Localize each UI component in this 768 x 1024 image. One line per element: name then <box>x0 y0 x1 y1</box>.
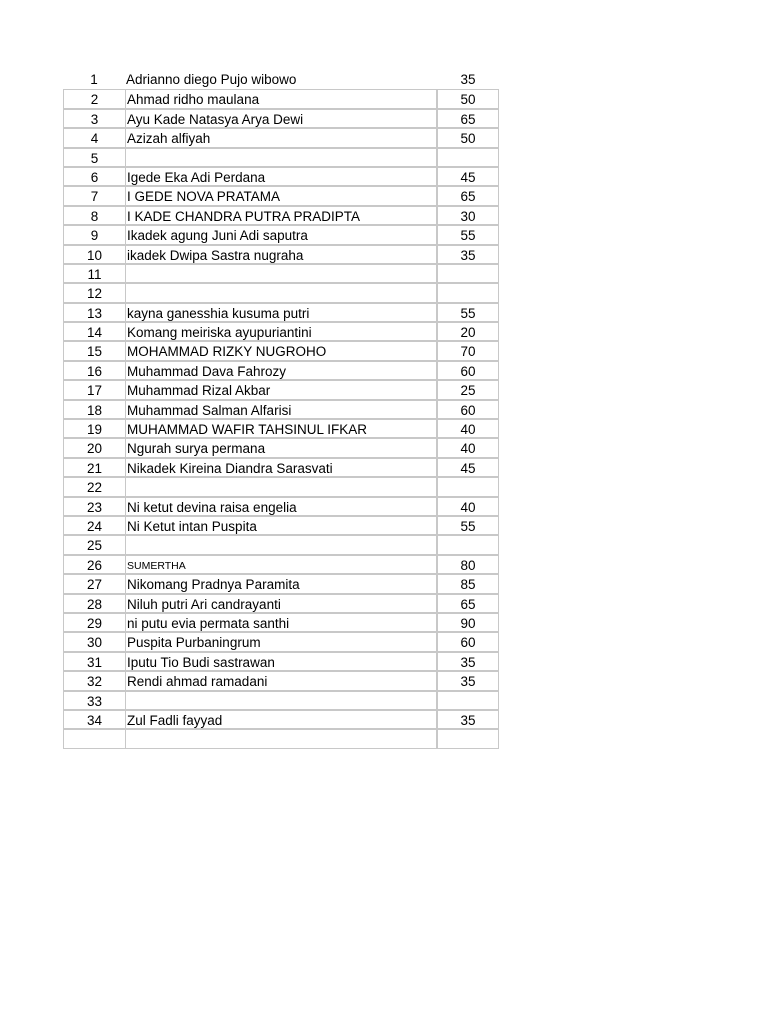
score-cell: 60 <box>437 632 499 651</box>
score-cell: 65 <box>437 594 499 613</box>
score-cell: 85 <box>437 574 499 593</box>
student-name-cell <box>125 555 437 574</box>
student-name-cell <box>125 477 437 496</box>
table-row <box>63 264 499 283</box>
row-number-cell: 29 <box>63 613 125 632</box>
table-row <box>63 400 499 419</box>
student-name-cell <box>125 691 437 710</box>
score-cell: 55 <box>437 303 499 322</box>
table-row <box>63 632 499 651</box>
row-number-cell: 9 <box>63 225 125 244</box>
table-row <box>63 477 499 496</box>
row-number-cell: 11 <box>63 264 125 283</box>
score-cell: 35 <box>437 245 499 264</box>
score-cell: 30 <box>437 206 499 225</box>
row-number-cell: 30 <box>63 632 125 651</box>
student-name-cell: kayna ganesshia kusuma putri <box>125 303 437 322</box>
table-row <box>63 109 499 128</box>
student-name-cell: Muhammad Rizal Akbar <box>125 380 437 399</box>
score-cell: 90 <box>437 613 499 632</box>
table-row <box>63 535 499 554</box>
student-name-cell: Azizah alfiyah <box>125 128 437 147</box>
row-number-cell: 2 <box>63 89 125 108</box>
row-number-cell: 13 <box>63 303 125 322</box>
table-row <box>63 283 499 302</box>
score-cell: 45 <box>437 458 499 477</box>
score-cell: 65 <box>437 186 499 205</box>
score-cell: 25 <box>437 380 499 399</box>
row-number-cell: 3 <box>63 109 125 128</box>
table-row <box>63 245 499 264</box>
score-cell: 80 <box>437 555 499 574</box>
student-name-cell <box>125 264 437 283</box>
row-number-cell: 1 <box>90 72 98 87</box>
row-number-cell: 12 <box>63 283 125 302</box>
student-name-cell: Ni ketut devina raisa engelia <box>125 497 437 516</box>
student-name-cell: Ahmad ridho maulana <box>125 89 437 108</box>
score-cell: 40 <box>437 497 499 516</box>
score-cell: 55 <box>437 225 499 244</box>
table-row <box>63 555 499 574</box>
student-name-cell: Igede Eka Adi Perdana <box>125 167 437 186</box>
row-number-cell: 28 <box>63 594 125 613</box>
student-name-cell: I KADE CHANDRA PUTRA PRADIPTA <box>125 206 437 225</box>
row-number-cell: 5 <box>63 148 125 167</box>
score-cell: 40 <box>437 438 499 457</box>
row-number-cell <box>63 729 125 748</box>
row-number-cell: 22 <box>63 477 125 496</box>
score-cell: 20 <box>437 322 499 341</box>
table-row <box>63 419 499 438</box>
student-name-cell: Muhammad Dava Fahrozy <box>125 361 437 380</box>
table-row <box>63 613 499 632</box>
table-row <box>63 128 499 147</box>
row-number-cell: 4 <box>63 128 125 147</box>
score-cell: 60 <box>437 400 499 419</box>
table-row <box>63 729 499 748</box>
student-name-text: SUMERTHA <box>127 559 186 572</box>
table-row <box>63 70 499 89</box>
student-name-cell <box>125 283 437 302</box>
table-row <box>63 89 499 108</box>
score-cell: 60 <box>437 361 499 380</box>
row-number-cell: 10 <box>63 245 125 264</box>
row-number-cell: 23 <box>63 497 125 516</box>
row-number-cell: 14 <box>63 322 125 341</box>
table-row <box>63 167 499 186</box>
row-number-cell: 25 <box>63 535 125 554</box>
score-cell: 35 <box>460 72 476 87</box>
table-row <box>63 458 499 477</box>
score-cell: 70 <box>437 341 499 360</box>
score-cell <box>437 729 499 748</box>
row-number-cell: 20 <box>63 438 125 457</box>
table-row <box>63 186 499 205</box>
row-number-cell: 21 <box>63 458 125 477</box>
score-cell: 40 <box>437 419 499 438</box>
row-number-cell: 31 <box>63 652 125 671</box>
student-name-cell <box>125 535 437 554</box>
student-name-cell: MOHAMMAD RIZKY NUGROHO <box>125 341 437 360</box>
row-number-cell: 18 <box>63 400 125 419</box>
score-cell <box>437 283 499 302</box>
score-cell <box>437 148 499 167</box>
table-row <box>63 322 499 341</box>
student-name-cell: Rendi ahmad ramadani <box>125 671 437 690</box>
table-row <box>63 341 499 360</box>
student-name-cell: Puspita Purbaningrum <box>125 632 437 651</box>
table-row <box>63 574 499 593</box>
row-number-cell: 19 <box>63 419 125 438</box>
table-row <box>63 361 499 380</box>
student-name-cell: Ikadek agung Juni Adi saputra <box>125 225 437 244</box>
row-number-cell: 32 <box>63 671 125 690</box>
table-row <box>63 691 499 710</box>
row-number-cell: 16 <box>63 361 125 380</box>
score-cell: 35 <box>437 710 499 729</box>
score-cell: 55 <box>437 516 499 535</box>
table-row <box>63 497 499 516</box>
row-number-cell: 24 <box>63 516 125 535</box>
table-row <box>63 303 499 322</box>
student-name-cell: Adrianno diego Pujo wibowo <box>126 72 297 87</box>
row-number-cell: 34 <box>63 710 125 729</box>
student-name-cell: Nikadek Kireina Diandra Sarasvati <box>125 458 437 477</box>
score-table <box>63 70 499 749</box>
table-row <box>63 438 499 457</box>
student-name-cell: Zul Fadli fayyad <box>125 710 437 729</box>
student-name-cell: Nikomang Pradnya Paramita <box>125 574 437 593</box>
row-number-cell: 33 <box>63 691 125 710</box>
score-cell: 45 <box>437 167 499 186</box>
table-row <box>63 710 499 729</box>
table-row <box>63 225 499 244</box>
table-row <box>63 380 499 399</box>
score-cell: 35 <box>437 671 499 690</box>
student-name-cell: Ngurah surya permana <box>125 438 437 457</box>
student-name-cell: Ayu Kade Natasya Arya Dewi <box>125 109 437 128</box>
row-number-cell: 27 <box>63 574 125 593</box>
student-name-cell: Komang meiriska ayupuriantini <box>125 322 437 341</box>
table-row <box>63 594 499 613</box>
student-name-cell: ikadek Dwipa Sastra nugraha <box>125 245 437 264</box>
row-number-cell: 7 <box>63 186 125 205</box>
score-cell: 50 <box>437 89 499 108</box>
row-number-cell: 8 <box>63 206 125 225</box>
student-name-cell: Muhammad Salman Alfarisi <box>125 400 437 419</box>
score-cell: 35 <box>437 652 499 671</box>
table-row <box>63 652 499 671</box>
table-row <box>63 148 499 167</box>
student-name-cell: Niluh putri Ari candrayanti <box>125 594 437 613</box>
row-number-cell: 17 <box>63 380 125 399</box>
row-number-cell: 26 <box>63 555 125 574</box>
score-cell: 50 <box>437 128 499 147</box>
score-cell <box>437 477 499 496</box>
student-name-cell: MUHAMMAD WAFIR TAHSINUL IFKAR <box>125 419 437 438</box>
student-name-cell: ni putu evia permata santhi <box>125 613 437 632</box>
score-cell <box>437 264 499 283</box>
student-name-cell: Iputu Tio Budi sastrawan <box>125 652 437 671</box>
score-cell <box>437 535 499 554</box>
score-cell: 65 <box>437 109 499 128</box>
table-row <box>63 206 499 225</box>
student-name-cell: I GEDE NOVA PRATAMA <box>125 186 437 205</box>
row-number-cell: 6 <box>63 167 125 186</box>
table-row <box>63 516 499 535</box>
student-name-cell <box>125 729 437 748</box>
student-name-cell <box>125 148 437 167</box>
score-cell <box>437 691 499 710</box>
table-row <box>63 671 499 690</box>
row-number-cell: 15 <box>63 341 125 360</box>
student-name-cell: Ni Ketut intan Puspita <box>125 516 437 535</box>
